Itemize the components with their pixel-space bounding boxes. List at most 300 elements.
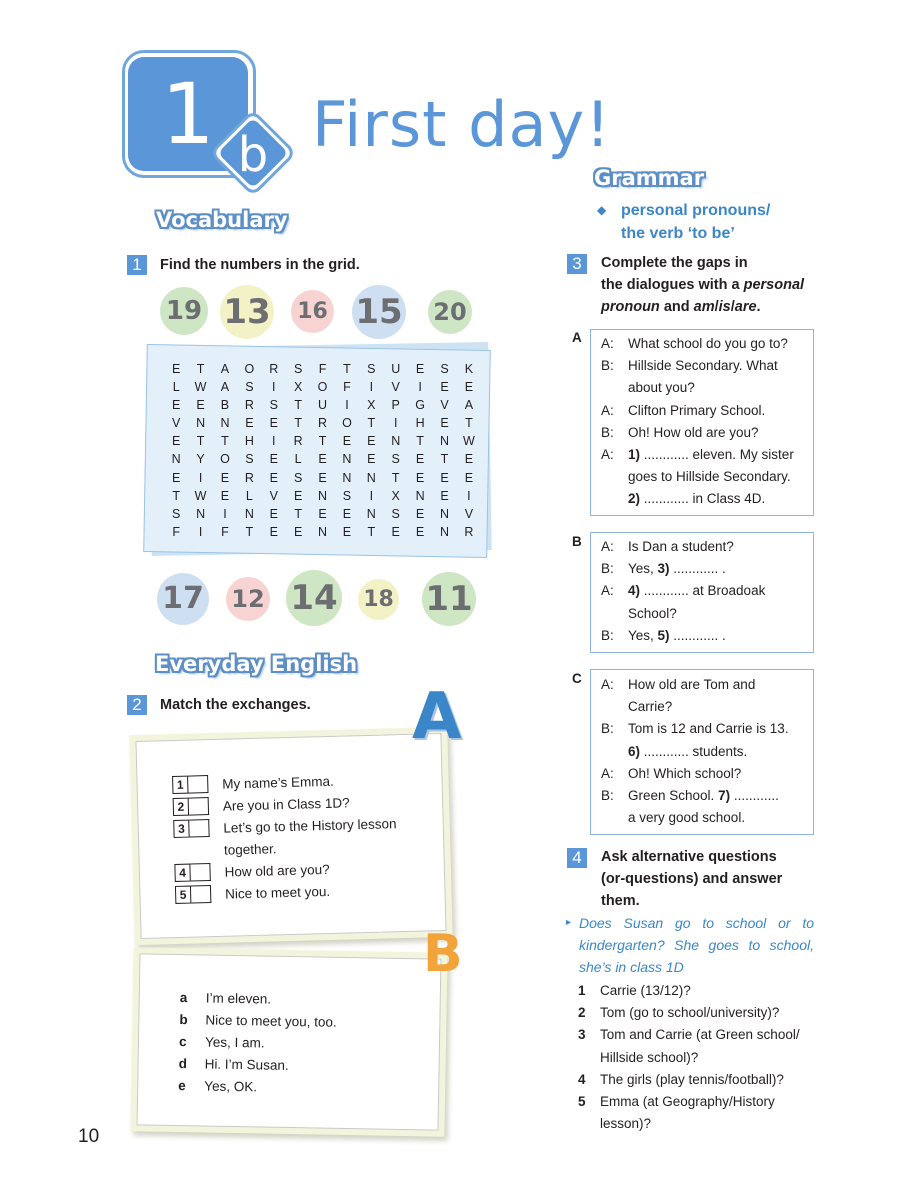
gap-number: 2)	[628, 491, 641, 507]
dialogue-c-label: C	[572, 671, 582, 686]
grid-letter: S	[245, 452, 254, 467]
grid-letter: A	[464, 398, 474, 413]
grid-letter: E	[415, 452, 425, 467]
grid-letter: V	[391, 380, 400, 395]
grid-letter: N	[342, 452, 352, 467]
gap-number: 3)	[657, 561, 670, 577]
question-number: 1	[578, 983, 586, 998]
speaker: B:	[601, 788, 614, 804]
speaker: B:	[601, 424, 614, 440]
number-box: 2	[173, 798, 189, 816]
number-circle: 14	[286, 570, 342, 626]
speaker: A:	[601, 402, 614, 418]
speaker: B:	[601, 627, 614, 643]
card-a-list	[172, 768, 398, 906]
exchange-text: Hi. I’m Susan.	[204, 1055, 289, 1073]
grid-letter: W	[194, 380, 207, 395]
match-row	[178, 1074, 336, 1099]
grid-letter: I	[223, 506, 227, 521]
exchange-text: Nice to meet you.	[224, 883, 331, 902]
grid-letter: E	[269, 524, 278, 539]
instruction-line	[601, 274, 804, 296]
exchange-text: Yes, OK.	[204, 1077, 258, 1094]
dialogue-line	[601, 580, 813, 602]
grid-letter: V	[172, 416, 181, 431]
instruction-text: /	[730, 299, 735, 315]
match-row	[179, 1008, 337, 1033]
dialogue-line	[601, 741, 813, 763]
dialogue-line	[601, 422, 813, 444]
grid-letter: E	[293, 524, 303, 539]
question-number	[578, 1113, 600, 1135]
grid-letter: T	[391, 470, 400, 485]
question-text: Carrie (13/12)?	[600, 983, 691, 998]
gap-number: 4)	[628, 583, 641, 599]
grid-letter: X	[367, 398, 376, 413]
grid-letter: N	[171, 452, 181, 467]
dialogue-line	[601, 488, 813, 510]
instruction-emphasis: am	[693, 299, 715, 315]
example-line: Does Susan go to school or to	[579, 915, 814, 931]
grid-letter: H	[415, 416, 425, 431]
dialogue-text: a very good school.	[628, 810, 746, 826]
grid-letter: I	[345, 398, 349, 413]
dialogue-a-label: A	[572, 330, 582, 345]
grid-letter: F	[343, 380, 351, 395]
dialogue-line	[601, 625, 813, 647]
grid-letter: N	[366, 506, 376, 521]
dialogue-line	[601, 807, 813, 829]
grid-letter: T	[196, 362, 205, 376]
grid-letter: S	[391, 506, 400, 521]
number-circle: 20	[428, 290, 472, 334]
question-text: Tom and Carrie (at Green school/	[600, 1027, 800, 1043]
grid-letter: W	[462, 434, 475, 449]
grid-letter: N	[342, 470, 352, 485]
grid-letter: N	[366, 470, 376, 485]
grid-letter: K	[464, 362, 474, 376]
number-box: 1	[172, 776, 188, 794]
dialogue-text: Clifton Primary School.	[628, 402, 766, 418]
dialogue-text: Tom is 12 and Carrie is 13.	[628, 721, 789, 737]
grid-letter: I	[198, 524, 203, 539]
speaker	[601, 377, 628, 399]
grid-letter: B	[220, 398, 230, 413]
number-box: 4	[174, 864, 190, 882]
exercise-number: 2	[127, 695, 147, 715]
dialogue-b-label: B	[572, 534, 582, 549]
question-number: 5	[578, 1094, 586, 1110]
grid-letter: E	[269, 470, 278, 485]
speaker: B:	[601, 561, 614, 577]
grid-letter: E	[367, 434, 376, 449]
dialogue-a	[590, 329, 814, 516]
page-title: First day!	[312, 88, 612, 161]
grid-letter: T	[245, 524, 254, 539]
instruction-emphasis: is	[718, 299, 731, 315]
question-item	[578, 1069, 800, 1091]
grid-letter: E	[269, 416, 278, 431]
speaker: A:	[601, 583, 614, 599]
instruction-emphasis: are	[734, 299, 757, 315]
dialogue-text: Carrie?	[628, 699, 673, 715]
grid-letter: S	[342, 488, 352, 503]
grid-letter: N	[439, 524, 449, 539]
grid-letter: E	[440, 380, 449, 395]
answer-box	[189, 797, 209, 816]
grid-letter: T	[294, 398, 302, 413]
word-search-grid	[164, 360, 481, 541]
exchange-text: My name’s Emma.	[222, 773, 334, 792]
grid-letter: E	[318, 506, 327, 521]
exchange-text: I’m eleven.	[205, 989, 272, 1007]
instruction-emphasis: pronoun	[601, 299, 660, 315]
instruction-line: them.	[601, 893, 640, 909]
grid-letter: U	[391, 362, 401, 376]
grid-letter: E	[220, 488, 230, 503]
answer-box	[191, 885, 211, 904]
grid-letter: N	[318, 524, 328, 539]
speaker: A:	[601, 447, 614, 463]
grid-letter: T	[465, 416, 473, 431]
speaker: A:	[601, 539, 614, 554]
example-line: she’s in class 1D	[579, 959, 684, 976]
grid-letter: T	[196, 434, 205, 449]
dialogue-text: 4) ............ at Broadoak	[628, 583, 766, 599]
item-letter: c	[178, 1033, 187, 1049]
grid-letter: E	[172, 434, 181, 449]
instruction-line: (or-questions) and answer	[601, 871, 783, 887]
question-text: Emma (at Geography/History	[600, 1094, 775, 1110]
grid-letter: E	[172, 362, 181, 376]
exchange-text: Are you in Class 1D?	[222, 794, 350, 814]
example-answer	[579, 912, 814, 979]
grid-letter: E	[342, 506, 352, 521]
speaker	[601, 741, 628, 763]
dialogue-text: goes to Hillside Secondary.	[628, 469, 791, 485]
match-row	[180, 986, 338, 1011]
instruction-text: /	[714, 299, 719, 315]
grid-letter: S	[391, 452, 400, 467]
instruction-line	[601, 296, 804, 318]
grid-letter: L	[172, 380, 180, 395]
answer-box	[190, 863, 210, 882]
grid-letter: S	[440, 362, 449, 376]
exchange-text: How old are you?	[224, 861, 330, 880]
grid-letter: X	[293, 380, 303, 395]
everyday-english-heading: Everyday English	[155, 652, 358, 676]
question-item	[578, 980, 800, 1002]
grid-letter: E	[342, 434, 352, 449]
number-circle: 18	[358, 579, 399, 620]
dialogue-text: Hillside Secondary. What	[628, 358, 778, 374]
grid-letter: U	[318, 398, 328, 413]
grid-letter: E	[342, 524, 352, 539]
grammar-topic-line: personal pronouns/	[621, 202, 771, 219]
question-number	[578, 1047, 600, 1069]
question-list	[578, 980, 800, 1135]
grid-letter: O	[342, 416, 352, 431]
grid-letter: I	[198, 470, 203, 485]
grid-letter: E	[172, 470, 181, 485]
grid-letter: E	[415, 506, 425, 521]
grid-letter: N	[244, 506, 254, 521]
grid-letter: I	[467, 488, 471, 503]
question-text: lesson)?	[600, 1116, 652, 1132]
dialogue-line	[601, 536, 813, 558]
grid-letter: E	[172, 398, 181, 413]
instruction-emphasis: personal	[743, 277, 805, 293]
grid-letter: I	[418, 380, 422, 395]
item-letter: e	[178, 1077, 186, 1093]
speaker: A:	[601, 336, 614, 351]
dialogue-text: about you?	[628, 380, 695, 396]
match-row	[178, 1052, 336, 1077]
speaker	[601, 696, 628, 718]
number-box: 3	[173, 820, 189, 838]
item-letter: d	[178, 1055, 188, 1071]
grid-letter: S	[293, 362, 303, 376]
grid-letter: I	[369, 488, 374, 503]
grid-letter: O	[220, 452, 230, 467]
grid-letter: T	[367, 524, 376, 539]
exercise-number: 1	[127, 255, 147, 275]
grid-letter: V	[440, 398, 449, 413]
grid-letter: V	[464, 506, 474, 521]
grid-letter: R	[269, 362, 279, 376]
grid-letter: N	[196, 506, 206, 521]
dialogue-text: Oh! Which school?	[628, 765, 742, 781]
dialogue-text: Green School. 7) ............	[628, 788, 779, 804]
dialogue-line	[601, 558, 813, 580]
grid-letter: R	[464, 524, 474, 539]
grid-letter: E	[464, 380, 474, 395]
grid-letter: N	[439, 434, 449, 449]
dialogue-text: 2) ............ in Class 4D.	[628, 491, 766, 507]
number-circle: 17	[157, 573, 209, 625]
grid-letter: S	[367, 362, 376, 376]
grid-letter: O	[317, 380, 328, 395]
exercise-instruction	[601, 252, 804, 318]
grid-letter: H	[244, 434, 254, 449]
dialogue-line	[601, 763, 813, 785]
speaker: B:	[601, 358, 614, 374]
grammar-heading: Grammar	[594, 166, 705, 190]
grid-letter: S	[269, 398, 278, 413]
grid-letter: I	[272, 380, 276, 395]
grid-letter: T	[416, 434, 424, 449]
dialogue-text: 6) ............ students.	[628, 743, 748, 759]
grid-letter: S	[172, 506, 181, 521]
instruction-text: and	[659, 299, 694, 315]
number-circle: 12	[226, 577, 270, 621]
grid-letter: N	[318, 488, 328, 503]
grid-letter: W	[194, 488, 207, 503]
grid-letter: G	[415, 398, 425, 413]
dialogue-line	[601, 333, 813, 355]
number-box: 5	[175, 886, 191, 904]
grid-letter: T	[367, 416, 376, 431]
dialogue-c	[590, 669, 814, 835]
grid-letter: X	[391, 488, 400, 503]
speaker	[601, 603, 628, 625]
grid-letter: E	[440, 488, 449, 503]
grid-letter: S	[245, 380, 254, 395]
dialogue-line	[601, 444, 813, 466]
grid-letter: F	[221, 524, 229, 539]
number-circle: 13	[220, 285, 274, 339]
dialogue-line	[601, 696, 813, 718]
question-item	[578, 1024, 800, 1046]
exercise-instruction	[601, 846, 782, 912]
match-row	[179, 1030, 337, 1055]
number-circle: 19	[160, 287, 208, 335]
grid-letter: E	[318, 452, 327, 467]
question-text: The girls (play tennis/football)?	[600, 1071, 784, 1087]
number-circle: 11	[422, 572, 476, 626]
grid-letter: F	[318, 362, 327, 376]
exercise-instruction: Find the numbers in the grid.	[160, 257, 360, 273]
grid-letter: T	[318, 434, 327, 449]
speaker	[601, 488, 628, 510]
grid-letter: F	[172, 524, 181, 539]
grid-letter: E	[220, 470, 230, 485]
question-text: Hillside school)?	[600, 1049, 699, 1065]
grid-letter: E	[367, 452, 376, 467]
grammar-topic-line: the verb ‘to be’	[621, 225, 735, 242]
grid-letter: S	[293, 470, 303, 485]
instruction-text: the dialogues with a	[601, 277, 744, 293]
grid-letter: E	[415, 524, 425, 539]
number-circle: 15	[352, 285, 406, 339]
grid-letter: I	[272, 434, 276, 449]
exercise-number: 3	[567, 254, 587, 274]
dialogue-text: School?	[628, 605, 677, 621]
card-a-letter: A	[412, 680, 462, 754]
dialogue-text: 1) ............ eleven. My sister	[628, 447, 794, 463]
dialogue-text: Yes, 3) ............ .	[628, 561, 726, 577]
grid-letter: Y	[196, 452, 205, 467]
speaker: A:	[601, 677, 614, 692]
exchange-text: Let’s go to the History lesson	[223, 815, 397, 836]
item-letter: a	[179, 989, 188, 1005]
dialogue-b	[590, 532, 814, 653]
page-number: 10	[78, 1126, 100, 1147]
grid-letter: I	[393, 416, 398, 431]
card-b-letter: B	[423, 924, 463, 984]
question-number: 4	[578, 1071, 586, 1087]
grid-letter: E	[318, 470, 327, 485]
grid-letter: N	[196, 416, 206, 431]
question-item	[578, 1091, 800, 1113]
grid-letter: I	[369, 380, 374, 395]
grid-letter: R	[318, 416, 328, 431]
grid-letter: T	[294, 416, 302, 431]
answer-box	[189, 819, 209, 838]
grid-letter: E	[415, 362, 425, 376]
grid-letter: P	[391, 398, 400, 413]
example-line: kindergarten? She goes to school,	[579, 937, 814, 954]
dialogue-text: Yes, 5) ............ .	[628, 627, 726, 643]
dialogue-line	[601, 785, 813, 807]
gap-number: 1)	[628, 447, 641, 463]
grid-letter: N	[439, 506, 449, 521]
instruction-line: Complete the gaps in	[601, 255, 748, 271]
instruction-text: .	[756, 299, 761, 315]
grid-letter: E	[440, 416, 449, 431]
speaker	[601, 807, 628, 829]
grid-letter: O	[244, 362, 255, 376]
exercise-instruction: Match the exchanges.	[160, 697, 311, 713]
diamond-bullet-icon: ◆	[597, 203, 607, 217]
grid-letter: N	[391, 434, 401, 449]
answer-box	[188, 775, 208, 794]
grid-letter: E	[464, 470, 474, 485]
grid-letter: E	[440, 470, 449, 485]
speaker: B:	[601, 721, 614, 737]
grid-letter: T	[294, 506, 302, 521]
grid-letter: V	[269, 488, 278, 503]
unit-number: 1	[161, 65, 215, 163]
dialogue-line	[601, 400, 813, 422]
gap-number: 5)	[657, 627, 670, 643]
dialogue-text: Oh! How old are you?	[628, 424, 759, 440]
grid-letter: T	[172, 488, 181, 503]
grid-letter: E	[269, 452, 278, 467]
grid-letter: T	[343, 362, 351, 376]
question-text: Tom (go to school/university)?	[600, 1005, 780, 1021]
exchange-text: Yes, I am.	[204, 1033, 265, 1050]
grid-letter: R	[293, 434, 303, 449]
grid-letter: R	[244, 398, 254, 413]
grammar-topic	[621, 199, 770, 245]
lesson-letter: b	[237, 127, 269, 183]
dialogue-line	[601, 466, 813, 488]
grid-letter: T	[221, 434, 229, 449]
grid-letter: E	[245, 416, 254, 431]
speaker	[601, 466, 628, 488]
speaker: A:	[601, 765, 614, 781]
grid-letter: E	[391, 524, 400, 539]
question-item	[578, 1047, 800, 1069]
item-letter: b	[179, 1011, 188, 1027]
grid-letter: A	[220, 362, 230, 376]
number-circle: 16	[291, 290, 334, 333]
exchange-text: together.	[223, 840, 277, 858]
dialogue-text: What school do you go to?	[628, 336, 788, 351]
dialogue-line	[601, 718, 813, 740]
instruction-line: Ask alternative questions	[601, 849, 777, 865]
grid-letter: L	[294, 452, 302, 467]
grid-letter: L	[245, 488, 253, 503]
grid-letter: E	[196, 398, 205, 413]
exchange-text: Nice to meet you, too.	[205, 1011, 337, 1030]
question-item	[578, 1113, 800, 1135]
gap-number: 6)	[628, 743, 641, 759]
grid-letter: E	[293, 488, 303, 503]
gap-number: 7)	[718, 788, 731, 804]
grid-letter: T	[440, 452, 449, 467]
grid-letter: E	[269, 506, 278, 521]
card-b-list	[178, 986, 337, 1099]
question-item	[578, 1002, 800, 1024]
dialogue-line	[601, 377, 813, 399]
grid-letter: N	[415, 488, 425, 503]
grid-letter: A	[220, 380, 230, 395]
question-number: 2	[578, 1005, 586, 1021]
example-marker-icon: ▸	[566, 917, 572, 928]
grid-letter: E	[464, 452, 474, 467]
